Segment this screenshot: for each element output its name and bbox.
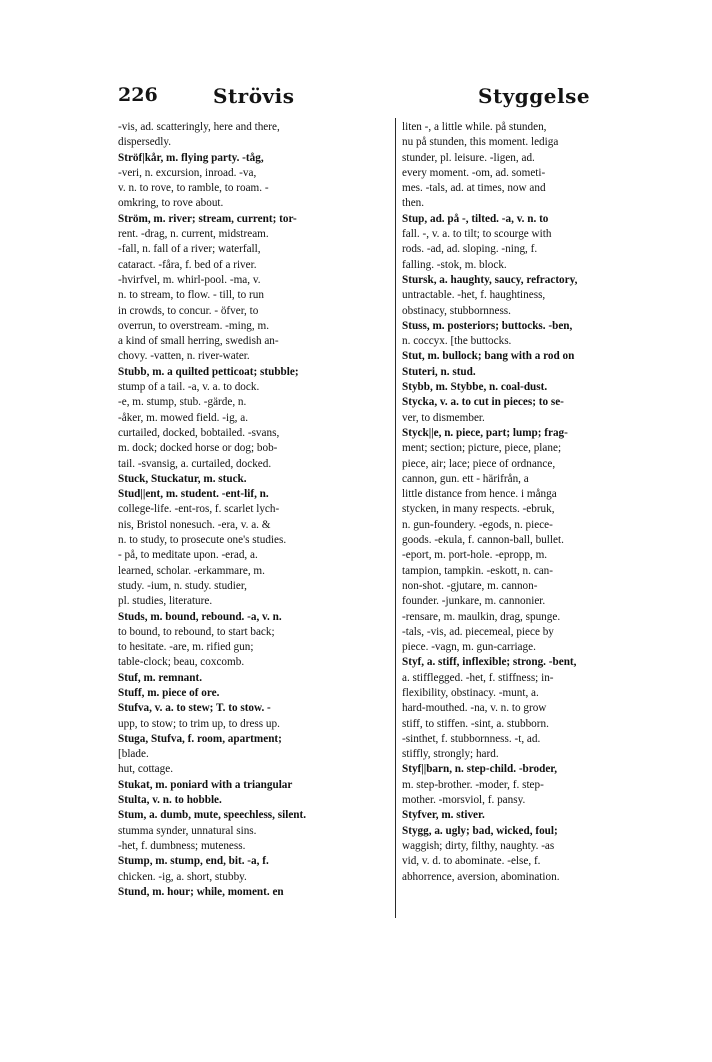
text-line: to bound, to rebound, to start back; xyxy=(118,625,275,638)
text-line: -het, f. dumbness; muteness. xyxy=(118,839,246,852)
text-line: stiff, to stiffen. -sint, a. stubborn. xyxy=(402,717,549,730)
text-line: Stursk, a. haughty, saucy, refractory, xyxy=(402,273,578,286)
text-line: Stulta, v. n. to hobble. xyxy=(118,794,222,807)
text-line: upp, to stow; to trim up, to dress up. xyxy=(118,717,280,730)
text-line: tampion, tampkin. -eskott, n. can- xyxy=(402,564,553,577)
text-line: -eport, m. port-hole. -epropp, m. xyxy=(402,549,548,562)
column-divider xyxy=(395,118,396,918)
text-line: rods. -ad, ad. sloping. -ning, f. xyxy=(402,243,538,256)
text-line: Stybb, m. Stybbe, n. coal-dust. xyxy=(402,381,548,394)
text-line: stump of a tail. -a, v. a. to dock. xyxy=(118,381,260,394)
text-line: dispersedly. xyxy=(118,136,172,149)
text-line: Stuf, m. remnant. xyxy=(118,671,203,684)
text-line: pl. studies, literature. xyxy=(118,595,213,608)
text-line: Stukat, m. poniard with a triangular xyxy=(118,778,293,791)
text-line: Ströf|kår, m. flying party. -tåg, xyxy=(118,151,264,164)
text-line: college-life. -ent-ros, f. scarlet lych- xyxy=(118,503,280,516)
text-line: -veri, n. excursion, inroad. -va, xyxy=(118,166,257,179)
text-line: Stump, m. stump, end, bit. -a, f. xyxy=(118,855,269,868)
text-line: tail. -svansig, a. curtailed, docked. xyxy=(118,457,272,470)
text-line: falling. -stok, m. block. xyxy=(402,258,507,271)
text-line: ment; section; picture, piece, plane; xyxy=(402,442,562,455)
text-line: Stum, a. dumb, mute, speechless, silent. xyxy=(118,809,307,822)
text-line: Stufva, v. a. to stew; T. to stow. - xyxy=(118,702,271,715)
text-line: hut, cottage. xyxy=(118,763,173,776)
text-line: -vis, ad. scatteringly, here and there, xyxy=(118,121,280,133)
text-line: Stuff, m. piece of ore. xyxy=(118,686,220,699)
text-line: little distance from hence. i många xyxy=(402,488,557,501)
text-line: a kind of small herring, swedish an- xyxy=(118,335,279,348)
text-line: chicken. -ig, a. short, stubby. xyxy=(118,870,247,883)
left-running-head: Strövis xyxy=(213,84,295,108)
text-line: Stubb, m. a quilted petticoat; stubble; xyxy=(118,365,299,378)
text-line: Stup, ad. på -, tilted. -a, v. n. to xyxy=(402,212,549,225)
right-column xyxy=(402,120,658,885)
text-line: flexibility, obstinacy. -munt, a. xyxy=(402,686,539,699)
text-line: [blade. xyxy=(118,748,149,761)
text-line: Styf||barn, n. step-child. -broder, xyxy=(402,763,558,776)
text-line: Stuck, Stuckatur, m. stuck. xyxy=(118,472,247,485)
text-line: v. n. to rove, to ramble, to roam. - xyxy=(118,182,269,195)
text-line: Stuteri, n. stud. xyxy=(402,365,476,378)
text-line: -åker, m. mowed field. -ig, a. xyxy=(118,411,249,424)
text-line: m. dock; docked horse or dog; bob- xyxy=(118,442,278,455)
text-line: study. -ium, n. study. studier, xyxy=(118,579,247,592)
text-line: curtailed, docked, bobtailed. -svans, xyxy=(118,426,280,439)
text-line: founder. -junkare, m. cannonier. xyxy=(402,595,546,608)
text-line: liten -, a little while. på stunden, xyxy=(402,121,547,133)
text-line: learned, scholar. -erkammare, m. xyxy=(118,564,265,577)
text-line: stumma synder, unnatural sins. xyxy=(118,824,257,837)
text-line: then. xyxy=(402,197,425,210)
text-line: Ström, m. river; stream, current; tor- xyxy=(118,212,297,225)
text-line: a. stifflegged. -het, f. stiffness; in- xyxy=(402,671,554,684)
text-line: untractable. -het, f. haughtiness, xyxy=(402,289,546,302)
text-line: Styfver, m. stiver. xyxy=(402,809,485,822)
text-line: n. gun-foundery. -egods, n. piece- xyxy=(402,518,553,531)
text-line: fall. -, v. a. to tilt; to scourge with xyxy=(402,228,552,241)
text-line: Stuss, m. posteriors; buttocks. -ben, xyxy=(402,319,573,332)
text-line: mes. -tals, ad. at times, now and xyxy=(402,182,546,195)
text-line: m. step-brother. -moder, f. step- xyxy=(402,778,544,791)
text-line: Stygg, a. ugly; bad, wicked, foul; xyxy=(402,824,558,837)
text-line: ver, to dismember. xyxy=(402,411,485,424)
text-line: non-shot. -gjutare, m. cannon- xyxy=(402,579,538,592)
text-line: n. to stream, to flow. - till, to run xyxy=(118,289,264,302)
text-line: Studs, m. bound, rebound. -a, v. n. xyxy=(118,610,282,623)
text-line: goods. -ekula, f. cannon-ball, bullet. xyxy=(402,534,564,547)
text-line: Stut, m. bullock; bang with a rod on xyxy=(402,350,575,363)
text-line: Stud||ent, m. student. -ent-lif, n. xyxy=(118,488,269,501)
text-line: -rensare, m. maulkin, drag, spunge. xyxy=(402,610,561,623)
text-line: -sinthet, f. stubbornness. -t, ad. xyxy=(402,732,541,745)
text-line: obstinacy, stubbornness. xyxy=(402,304,511,317)
text-line: -e, m. stump, stub. -gärde, n. xyxy=(118,396,247,409)
text-line: -tals, -vis, ad. piecemeal, piece by xyxy=(402,625,554,638)
text-line: omkring, to rove about. xyxy=(118,197,224,210)
text-line: nu på stunden, this moment. lediga xyxy=(402,136,559,149)
text-line: Styf, a. stiff, inflexible; strong. -bent, xyxy=(402,656,577,669)
text-line: piece, air; lace; piece of ordnance, xyxy=(402,457,556,470)
text-line: -hvirfvel, m. whirl-pool. -ma, v. xyxy=(118,273,261,286)
text-line: in crowds, to concur. - öfver, to xyxy=(118,304,259,317)
text-line: rent. -drag, n. current, midstream. xyxy=(118,228,269,241)
text-line: to hesitate. -are, m. rified gun; xyxy=(118,641,254,654)
text-line: - på, to meditate upon. -erad, a. xyxy=(118,549,258,562)
text-line: cannon, gun. ett - härifrån, a xyxy=(402,472,529,485)
text-line: Stuga, Stufva, f. room, apartment; xyxy=(118,732,282,745)
text-line: stycken, in many respects. -ebruk, xyxy=(402,503,555,516)
text-line: -fall, n. fall of a river; waterfall, xyxy=(118,243,261,256)
page-number: 226 xyxy=(118,84,158,106)
text-line: chovy. -vatten, n. river-water. xyxy=(118,350,250,363)
text-line: hard-mouthed. -na, v. n. to grow xyxy=(402,702,547,715)
text-line: overrun, to overstream. -ming, m. xyxy=(118,319,269,332)
text-line: Stund, m. hour; while, moment. en xyxy=(118,885,284,898)
text-line: nis, Bristol nonesuch. -era, v. a. & xyxy=(118,518,271,531)
text-line: stunder, pl. leisure. -ligen, ad. xyxy=(402,151,535,164)
text-line: n. to study, to prosecute one's studies. xyxy=(118,534,287,547)
text-line: waggish; dirty, filthy, naughty. -as xyxy=(402,839,555,852)
text-line: vid, v. d. to abominate. -else, f. xyxy=(402,855,541,868)
text-line: Styck||e, n. piece, part; lump; frag- xyxy=(402,426,568,439)
text-line: abhorrence, aversion, abomination. xyxy=(402,870,560,883)
right-running-head: Styggelse xyxy=(478,84,591,108)
text-line: stiffly, strongly; hard. xyxy=(402,748,499,761)
text-line: Stycka, v. a. to cut in pieces; to se- xyxy=(402,396,564,409)
text-line: n. coccyx. [the buttocks. xyxy=(402,335,512,348)
text-line: cataract. -fåra, f. bed of a river. xyxy=(118,258,257,271)
text-line: piece. -vagn, m. gun-carriage. xyxy=(402,641,536,654)
text-line: every moment. -om, ad. someti- xyxy=(402,166,546,179)
left-column xyxy=(118,120,389,900)
text-line: table-clock; beau, coxcomb. xyxy=(118,656,245,669)
text-line: mother. -morsviol, f. pansy. xyxy=(402,794,526,807)
